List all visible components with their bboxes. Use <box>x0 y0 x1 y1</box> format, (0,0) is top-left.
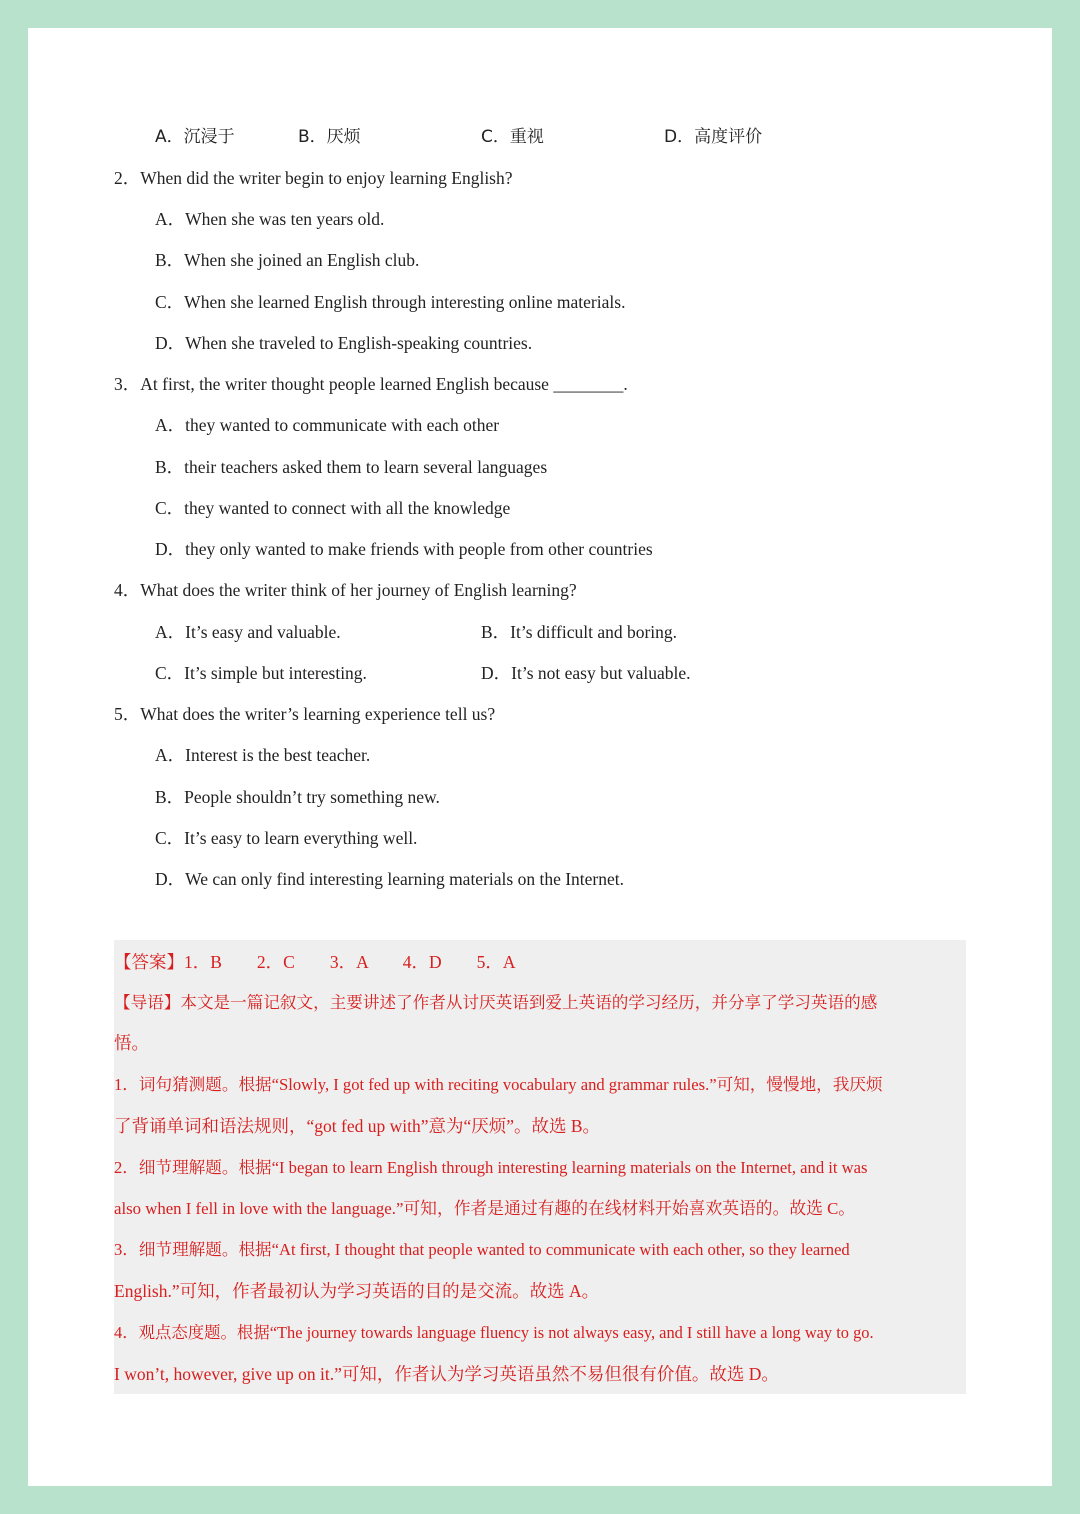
explanation-3-line-1: 3．细节理解题。根据“At first, I thought that people wanted to communicate with each other, so they learned <box>114 1240 850 1259</box>
q2-stem: 2．When did the writer begin to enjoy learning English? <box>114 168 513 188</box>
q4-option-d: D．It’s not easy but valuable. <box>481 663 691 683</box>
q5-option-d: D．We can only find interesting learning materials on the Internet. <box>155 869 624 889</box>
q5-option-b: B．People shouldn’t try something new. <box>155 787 440 807</box>
q3-option-b: B．their teachers asked them to learn several languages <box>155 457 548 477</box>
q3-option-d: D．they only wanted to make friends with people from other countries <box>155 539 653 559</box>
explanation-3-line-2: English.”可知，作者最初认为学习英语的目的是交流。故选 A。 <box>114 1281 600 1301</box>
q5-stem: 5．What does the writer’s learning experience tell us? <box>114 704 496 724</box>
q4-option-a: A．It’s easy and valuable. <box>155 622 341 642</box>
q4-stem: 4．What does the writer think of her journey of English learning? <box>114 580 577 600</box>
q2-option-b: B．When she joined an English club. <box>155 250 420 270</box>
q1-option-c: C．重视 <box>481 127 544 147</box>
intro-line-1: 【导语】本文是一篇记叙文，主要讲述了作者从讨厌英语到爱上英语的学习经历，并分享了学习英语的感 <box>114 993 878 1012</box>
q2-option-c: C．When she learned English through interesting online materials. <box>155 292 626 312</box>
q5-option-a: A．Interest is the best teacher. <box>155 745 371 765</box>
q3-option-a: A．they wanted to communicate with each other <box>155 415 500 435</box>
explanation-2-line-1: 2．细节理解题。根据“I began to learn English through interesting learning materials on the Internet, and it was <box>114 1158 868 1177</box>
explanation-1-line-1: 1．词句猜测题。根据“Slowly, I got fed up with reciting vocabulary and grammar rules.”可知，慢慢地，我厌烦 <box>114 1075 883 1094</box>
q5-option-c: C．It’s easy to learn everything well. <box>155 828 418 848</box>
q4-option-c: C．It’s simple but interesting. <box>155 663 367 683</box>
q3-stem: 3．At first, the writer thought people learned English because ________. <box>114 374 628 394</box>
explanation-2-line-2: also when I fell in love with the language.”可知，作者是通过有趣的在线材料开始喜欢英语的。故选 C。 <box>114 1199 856 1218</box>
q1-option-a: A．沉浸于 <box>155 127 235 147</box>
explanation-4-line-1: 4．观点态度题。根据“The journey towards language fluency is not always easy, and I still have a long way to go. <box>114 1323 874 1342</box>
q2-option-a: A．When she was ten years old. <box>155 209 385 229</box>
q3-option-c: C．they wanted to connect with all the knowledge <box>155 498 511 518</box>
intro-line-2: 悟。 <box>114 1034 149 1054</box>
answer-key-line: 【答案】1．B 2．C 3．A 4．D 5．A <box>114 952 516 972</box>
q2-option-d: D．When she traveled to English-speaking countries. <box>155 333 533 353</box>
q4-option-b: B．It’s difficult and boring. <box>481 622 678 642</box>
document-page <box>28 28 1052 1486</box>
explanation-1-line-2: 了背诵单词和语法规则，“got fed up with”意为“厌烦”。故选 B。 <box>114 1116 601 1136</box>
q1-option-b: B．厌烦 <box>298 127 361 147</box>
q1-option-d: D．高度评价 <box>664 127 763 147</box>
explanation-4-line-2: I won’t, however, give up on it.”可知，作者认为学习英语虽然不易但很有价值。故选 D。 <box>114 1364 779 1384</box>
